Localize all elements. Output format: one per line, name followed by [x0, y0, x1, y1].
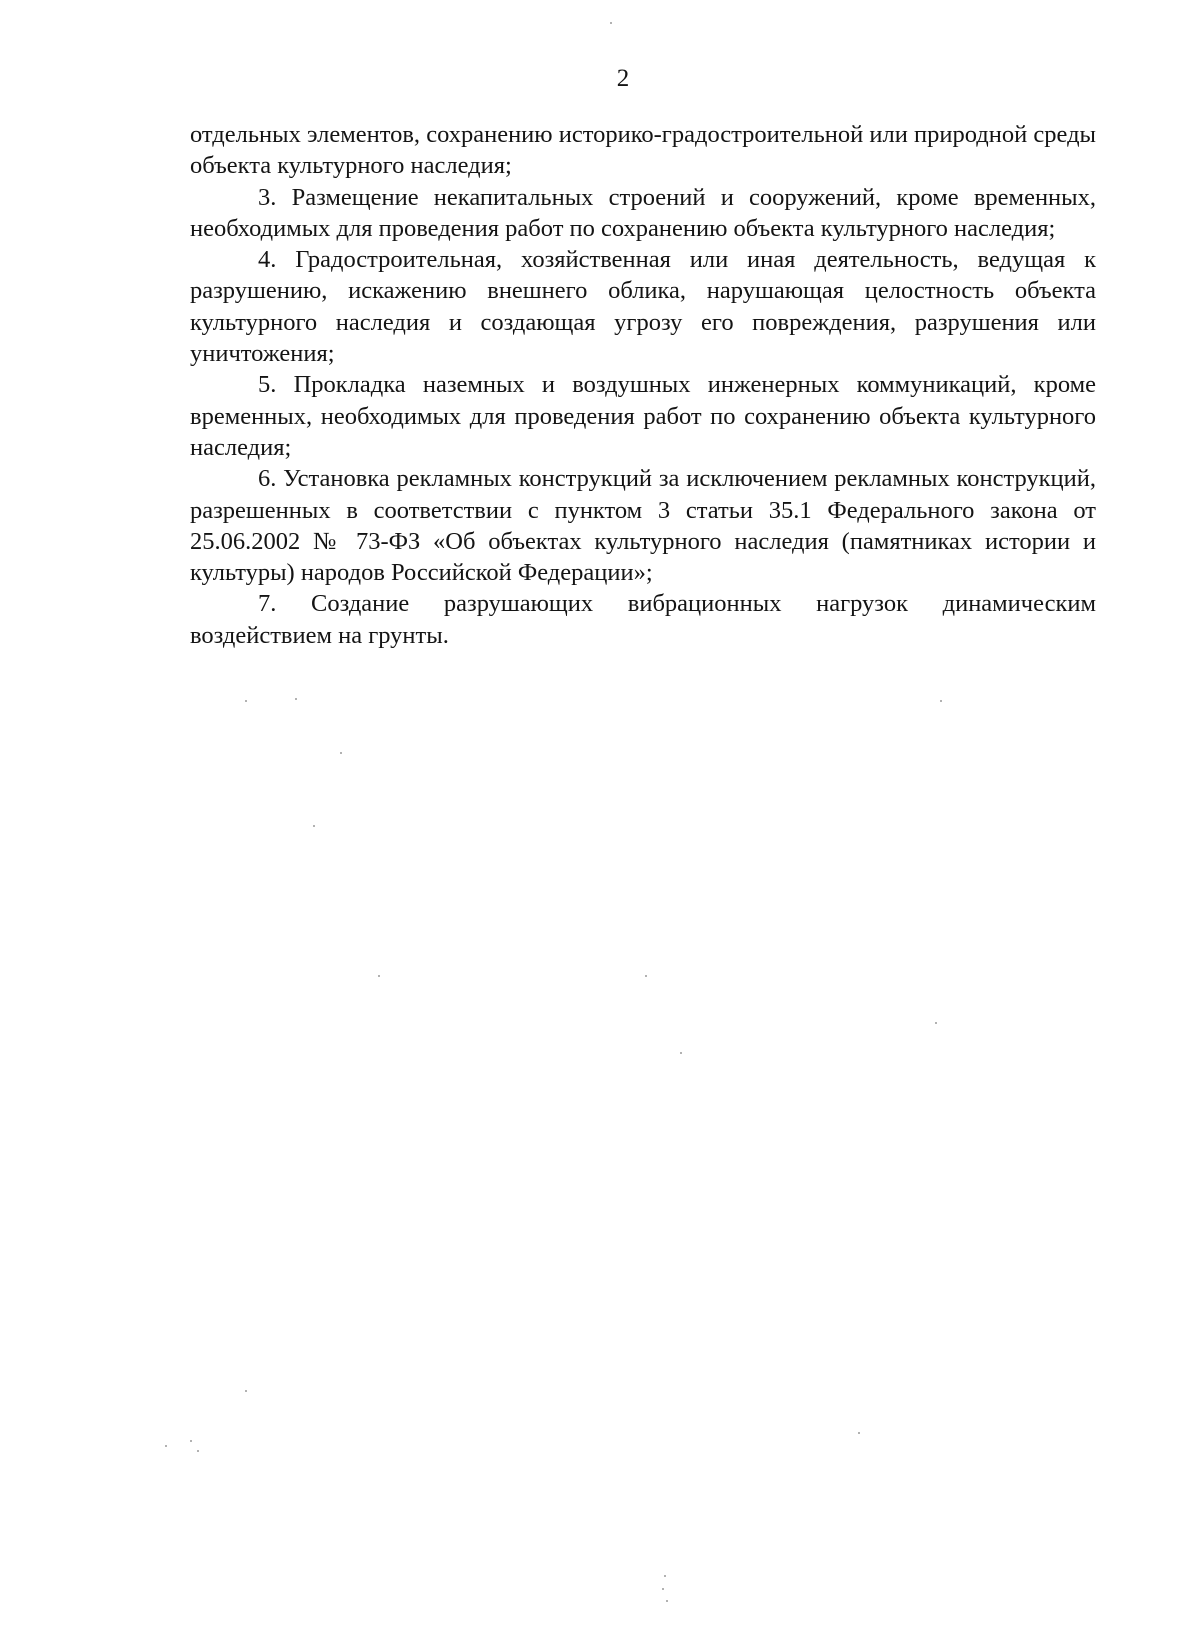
scan-speck [940, 700, 942, 702]
scan-speck [165, 1445, 167, 1447]
scan-speck [858, 1432, 860, 1434]
scan-speck [662, 1588, 664, 1590]
scan-speck [666, 1600, 668, 1602]
scan-speck [610, 22, 612, 24]
scan-speck [245, 1390, 247, 1392]
scan-speck [378, 975, 380, 977]
scan-speck [197, 1450, 199, 1452]
scan-speck [245, 700, 247, 702]
scan-speck [935, 1022, 937, 1024]
scan-speck [680, 1052, 682, 1054]
scan-speck [340, 752, 342, 754]
paragraph-item-7: 7. Создание разрушающих вибрационных нагрузок динамическим воздействием на грунты. [190, 590, 1096, 649]
paragraph-item-5: 5. Прокладка наземных и воздушных инженерных коммуникаций, кроме временных, необходимых для проведения работ по сохранению объекта культурного наследия; [190, 371, 1096, 461]
page-number: 2 [616, 65, 630, 92]
scan-speck [190, 1440, 192, 1442]
scan-speck [664, 1575, 666, 1577]
scan-speck [295, 698, 297, 700]
paragraph-continuation: отдельных элементов, сохранению историко-градостроительной или природной среды объекта культурного наследия; [190, 121, 1096, 180]
paragraph-item-4: 4. Градостроительная, хозяйственная или иная деятельность, ведущая к разрушению, искажению внешнего облика, нарушающая целостность объекта культурного наследия и создающая угрозу его повреждения, разрушения или уничтожения; [190, 246, 1096, 368]
paragraph-item-3: 3. Размещение некапитальных строений и сооружений, кроме временных, необходимых для проведения работ по сохранению объекта культурного наследия; [190, 183, 1096, 242]
scan-speck [313, 825, 315, 827]
scan-speck [645, 975, 647, 977]
document-body [190, 119, 1096, 651]
paragraph-item-6: 6. Установка рекламных конструкций за исключением рекламных конструкций, разрешенных в соответствии с пунктом 3 статьи 35.1 Федерального закона от 25.06.2002 № 73-ФЗ «Об объектах культурного наследия (памятниках истории и культуры) народов Российской Федерации»; [190, 465, 1096, 587]
